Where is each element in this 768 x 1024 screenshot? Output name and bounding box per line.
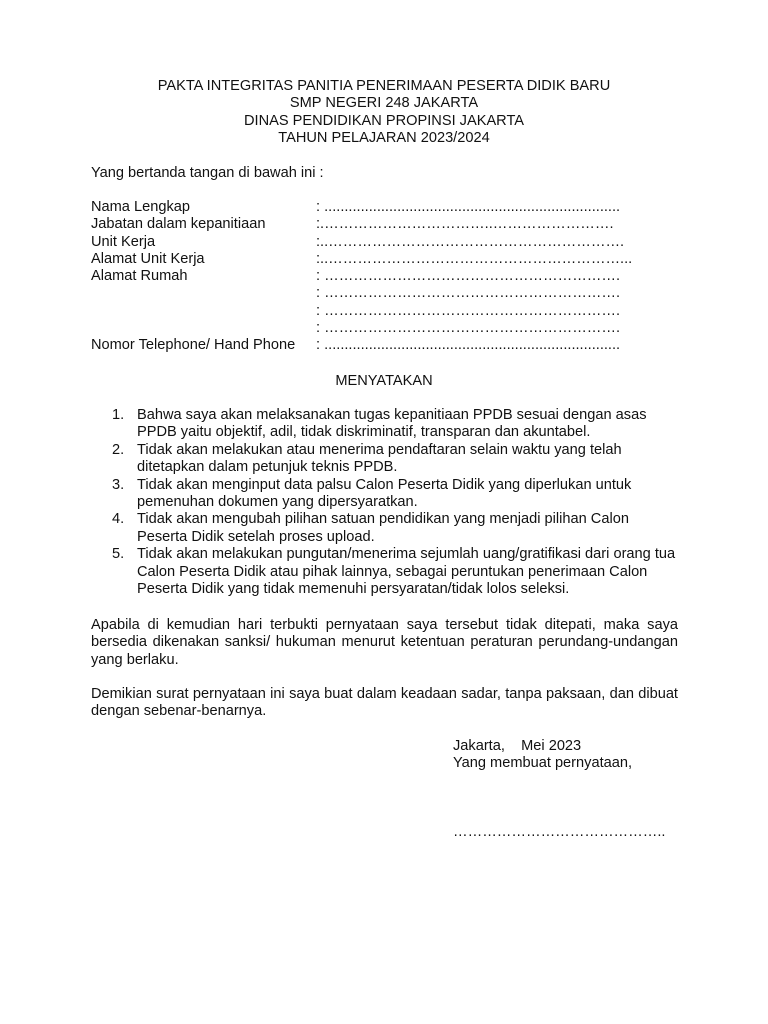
field-row-unit-kerja bbox=[91, 234, 691, 251]
field-label: Alamat Unit Kerja bbox=[91, 250, 205, 267]
field-row-telephone bbox=[91, 337, 691, 354]
list-number: 2. bbox=[112, 441, 125, 458]
field-label: Nama Lengkap bbox=[91, 199, 190, 215]
field-row-alamat-rumah-cont-1 bbox=[91, 285, 691, 302]
field-value-blank: : ......................................................................... bbox=[316, 337, 621, 354]
list-number: 3. bbox=[112, 476, 125, 493]
document-title bbox=[90, 78, 678, 147]
field-row-alamat-rumah-cont-3 bbox=[91, 320, 691, 337]
intro-text: Yang bertanda tangan di bawah ini : bbox=[91, 165, 324, 181]
field-value-blank: : ……………………………………………………. bbox=[316, 285, 621, 302]
place-date: Jakarta, Mei 2023 bbox=[453, 738, 582, 754]
field-label: Nomor Telephone/ Hand Phone bbox=[91, 337, 296, 354]
field-row-nama bbox=[91, 199, 691, 216]
list-item bbox=[108, 407, 683, 442]
signature-line: …………………………………….. bbox=[453, 824, 666, 840]
list-item-text: Tidak akan mengubah pilihan satuan pendidikan yang menjadi pilihan Calon Peserta Didik setelah proses upload. bbox=[137, 511, 629, 545]
list-item-text: Tidak akan melakukan pungutan/menerima sejumlah uang/gratifikasi dari orang tua Calon Peserta Didik atau pihak lainnya, sebagai peruntukan penerimaan Calon Peserta Didik yang tidak memenuhi persyaratan/tidak lolos seleksi. bbox=[137, 546, 676, 598]
title-line-3: DINAS PENDIDIKAN PROPINSI JAKARTA bbox=[243, 112, 525, 129]
statement-list bbox=[108, 407, 683, 598]
list-item-text: Tidak akan melakukan atau menerima pendaftaran selain waktu yang telah ditetapkan dalam petunjuk teknis PPDB. bbox=[137, 441, 622, 476]
identity-fields bbox=[91, 199, 691, 355]
list-number: 4. bbox=[112, 511, 125, 528]
field-value-blank: : ……………………………………………………. bbox=[316, 268, 621, 285]
field-value-blank: : ……………………………………………………. bbox=[316, 302, 621, 319]
field-value-blank: :..……………………………………………………... bbox=[316, 250, 633, 267]
field-row-alamat-rumah-cont-2 bbox=[91, 303, 691, 320]
title-line-1: PAKTA INTEGRITAS PANITIA PENERIMAAN PESERTA DIDIK BARU bbox=[157, 78, 611, 94]
field-value-blank: : ……………………………………………………. bbox=[316, 320, 621, 337]
title-line-4: TAHUN PELAJARAN 2023/2024 bbox=[278, 129, 490, 146]
list-number: 5. bbox=[112, 546, 125, 563]
field-label: Unit Kerja bbox=[91, 233, 156, 250]
signature-block bbox=[453, 738, 632, 773]
list-item-text: Bahwa saya akan melaksanakan tugas kepanitiaan PPDB sesuai dengan asas PPDB yaitu objektif, adil, tidak diskriminatif, transparan dan akuntabel. bbox=[137, 407, 647, 441]
list-item bbox=[108, 546, 683, 598]
field-row-alamat-rumah bbox=[91, 268, 691, 285]
sanction-paragraph: Apabila di kemudian hari terbukti pernyataan saya tersebut tidak ditepati, maka saya bersedia dikenakan sanksi/ hukuman menurut ketentuan peraturan perundang-undangan yang berlaku. bbox=[91, 617, 678, 668]
closing-paragraph: Demikian surat pernyataan ini saya buat dalam keadaan sadar, tanpa paksaan, dan dibuat dengan sebenar-benarnya. bbox=[91, 686, 678, 720]
list-item bbox=[108, 442, 683, 477]
signer-label: Yang membuat pernyataan, bbox=[453, 755, 633, 772]
field-row-jabatan bbox=[91, 216, 691, 233]
list-item bbox=[108, 477, 683, 512]
list-number: 1. bbox=[112, 407, 125, 423]
list-item bbox=[108, 511, 683, 546]
section-heading: MENYATAKAN bbox=[335, 373, 433, 389]
title-line-2: SMP NEGERI 248 JAKARTA bbox=[289, 95, 479, 112]
field-value-blank: :..……………………………………………………. bbox=[316, 233, 625, 250]
list-item-text: Tidak akan menginput data palsu Calon Peserta Didik yang diperlukan untuk pemenuhan dokumen yang dipersyaratkan. bbox=[137, 476, 632, 511]
field-value-blank: : ......................................................................... bbox=[316, 199, 621, 215]
field-row-alamat-unit-kerja bbox=[91, 251, 691, 268]
field-label: Alamat Rumah bbox=[91, 268, 188, 285]
field-label: Jabatan dalam kepanitiaan bbox=[91, 216, 266, 233]
field-value-blank: :.……………………………..……………………. bbox=[316, 216, 614, 233]
